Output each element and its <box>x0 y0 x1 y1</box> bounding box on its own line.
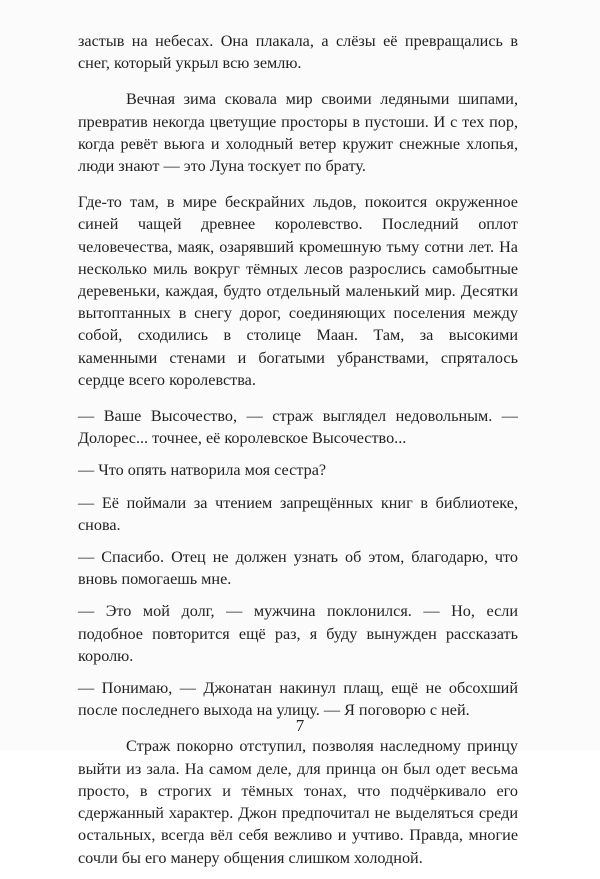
dialogue-4: — Спасибо. Отец не должен узнать об этом, благодарю, что вновь помогаешь мне. <box>78 548 518 589</box>
page-number: 7 <box>295 716 305 735</box>
paragraph-1: застыв на небесах. Она плакала, а слёзы её превращались в снег, который укрыл всю землю. <box>78 32 518 73</box>
page-text <box>78 30 518 879</box>
dialogue-2: — Что опять натворила моя сестра? <box>78 461 327 480</box>
paragraph-3: Где-то там, в мире бескрайних льдов, покоится окруженное синей чащей древнее королевство. Последний оплот человечества, маяк, озарявший кромешную тьму сотни лет. На несколько миль вокруг тёмных лесов разрослись самобытные деревеньки, каждая, будто отдельный маленький мир. Десятки вытоптанных в снегу дорог, соединяющих поселения между собой, сходились в столице Маан. Там, за высокими каменными стенами и богатыми убранствами, спряталось сердце всего королевства. <box>78 193 518 389</box>
paragraph-4: Страж покорно отступил, позволяя наследному принцу выйти из зала. На самом деле, для принца он был одет весьма просто, в строгих и тёмных тонах, что подчёркивало его сдержанный характер. Джон предпочитал не выделяться среди остальных, всегда вёл себя вежливо и учтиво. Правда, многие сочли бы его манеру общения слишком холодной. <box>78 737 518 867</box>
dialogue-3: — Её поймали за чтением запрещённых книг в библиотеке, снова. <box>78 493 518 534</box>
dialogue-5: — Это мой долг, — мужчина поклонился. — Но, если подобное повторится ещё раз, я буду вынужден рассказать королю. <box>78 602 518 665</box>
paragraph-2: Вечная зима сковала мир своими ледяными шипами, превратив некогда цветущие просторы в пустоши. И с тех пор, когда ревёт вьюга и холодный ветер кружит снежные хлопья, люди знают — это Луна тоскует по брату. <box>78 90 518 176</box>
dialogue-1: — Ваше Высочество, — страж выглядел недовольным. — Долорес... точнее, её королевское Высочество... <box>78 407 518 448</box>
dialogue-6: — Понимаю, — Джонатан накинул плащ, ещё не обсохший после последнего выхода на улицу. — Я поговорю с ней. <box>78 679 518 720</box>
